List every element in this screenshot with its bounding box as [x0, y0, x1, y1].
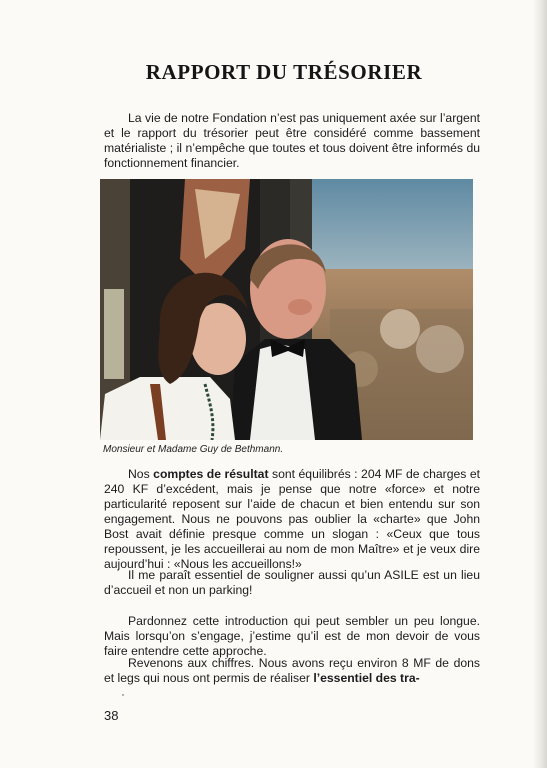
photo-caption: Monsieur et Madame Guy de Bethmann.	[103, 444, 284, 455]
page-number: 38	[104, 708, 119, 723]
paragraph-chiffres	[104, 656, 480, 686]
p1-text-start: Nos	[128, 467, 154, 481]
page-edge-shadow	[533, 0, 547, 768]
paragraph-introduction	[104, 614, 480, 659]
intro-paragraph	[104, 111, 480, 171]
p1-text-end: sont équilibrés : 204 MF de charges et 240 KF d’excédent, mais je pense que notre «force» et notre particularité reposent sur l’aide de chacun et bien entendu sur son engagement. Nous ne pouvons pas oublier la «charte» que John Bost avait définie presque comme un slogan : «Ceux que tous repoussent, je les accueillerai au nom de mon Maître» et je veux dire aujourd’hui : «Nous les accueillons!»	[104, 467, 481, 571]
intro-text: La vie de notre Fondation n’est pas uniquement axée sur l’argent et le rapport du trésorier peut être considéré comme bassement matérialiste ; il n’empêche que toutes et tous doivent être informés du fonctionnement financier.	[104, 111, 480, 170]
page-title: RAPPORT DU TRÉSORIER	[145, 60, 423, 85]
paragraph-asile	[104, 568, 480, 598]
p4-text-start: Revenons aux chiffres. Nous avons reçu environ 8 MF de dons et legs qui nous ont permis de réaliser	[104, 656, 480, 685]
speck	[122, 694, 124, 696]
p2-text: Il me paraît essentiel de souligner aussi qu’un ASILE est un lieu d’accueil et non un parking!	[104, 568, 480, 597]
p4-bold-text: l’essentiel des tra-	[313, 671, 420, 685]
photo-guy-de-bethmann	[100, 179, 473, 440]
p1-bold-text: comptes de résultat	[153, 467, 269, 481]
paragraph-comptes	[104, 467, 480, 572]
p3-text: Pardonnez cette introduction qui peut sembler un peu longue. Mais lorsqu’on s’engage, j’estime qu’il est de mon devoir de vous faire entendre cette approche.	[104, 614, 480, 658]
